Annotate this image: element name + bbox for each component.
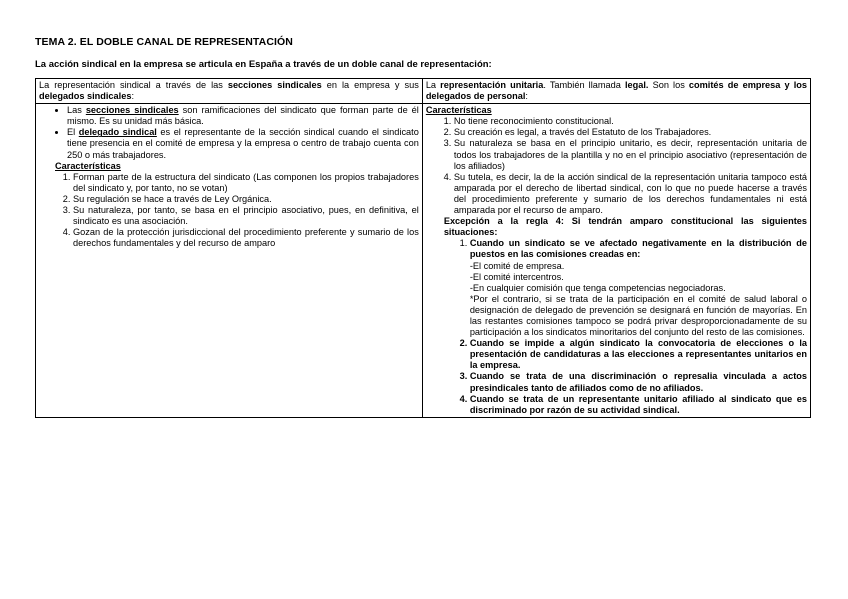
list-item [67,105,419,127]
left-header-text-end: : [131,91,134,102]
list-item: 3. Cuando se trata de una discriminación o represalia vinculada a actos presindicales tanto de afiliados como de no afiliados. [470,371,807,393]
comparison-table [35,78,811,418]
bullet-text: El [67,127,79,138]
bullet-text: Las [67,105,86,116]
right-header-text-mid2: Son los [648,80,689,90]
right-characteristics-label: Características [425,105,492,116]
list-item: 2. Su creación es legal, a través del Estatuto de los Trabajadores. [454,127,807,138]
exception-title: Excepción a la regla 4: Si tendrán amparo constitucional las siguientes situaciones: [443,216,807,238]
left-header-cell [36,79,423,104]
right-header-cell [422,79,810,104]
exception-list [426,238,807,416]
left-bullet-list [39,105,419,160]
exception-note: *Por el contrario, si se trata de la participación en el comité de salud laboral o designación de delegado de prevención se designará en función de mayorías. En las restantes comisiones tampoco se podrá privar desproporcionadamente de su participación a los sindicatos minoritarios del conjunto del resto de las comisiones. [469,293,807,338]
right-body-cell [422,104,810,418]
secciones-sindicales-term: secciones sindicales [85,105,179,116]
list-item: 4. Cuando se trata de un representante unitario afiliado al sindicato que es discriminado por razón de su actividad sindical. [470,394,807,416]
delegado-sindical-term: delegado sindical [78,127,157,138]
list-item: 2. Su regulación se hace a través de Ley Orgánica. [73,194,419,205]
left-header-bold-secciones: secciones sindicales [227,80,322,90]
list-item: 3. Su naturaleza, por tanto, se basa en el principio asociativo, pues, en definitiva, el sindicato es una asociación. [73,205,419,227]
list-item [67,127,419,160]
exception-subitem: -El comité intercentros. [469,271,564,282]
left-header-bold-delegados: delegados sindicales [39,91,132,102]
exception-subitem: -En cualquier comisión que tenga competencias negociadoras. [469,282,726,293]
page-subtitle: La acción sindical en la empresa se articula en España a través de un doble canal de representación: [35,59,492,70]
right-header-text-mid1: . También llamada [543,80,625,90]
bullet-text: son ramificaciones del sindicato que forman parte de él mismo. Es su unidad más básica. [67,105,419,127]
page-title: TEMA 2. EL DOBLE CANAL DE REPRESENTACIÓN [35,36,293,48]
right-header-bold-comites: comités de empresa y los delegados de personal [425,80,807,102]
list-item: 1. Forman parte de la estructura del sindicato (Las componen los propios trabajadores del sindicato y, por tanto, no se votan) [73,172,419,194]
right-characteristics-list [426,116,807,216]
right-header-text-end: : [525,91,528,102]
right-header-bold-legal: legal. [624,80,649,90]
list-item: 2. Cuando se impide a algún sindicato la convocatoria de elecciones o la presentación de candidaturas a las elecciones a representantes unitarios en la empresa. [470,338,807,371]
right-header-text: La [425,80,441,90]
right-header-bold-unitaria: representación unitaria [440,80,544,90]
list-item: 3. Su naturaleza se basa en el principio unitario, es decir, representación unitaria de todos los trabajadores de la plantilla y no en el principio asociativo (representación de los afiliados) [454,138,807,171]
list-item: 1. No tiene reconocimiento constitucional. [454,116,807,127]
list-item: 4. Su tutela, es decir, la de la acción sindical de la representación unitaria tampoco está amparada por el derecho de libertad sindical, con lo que no puede hacerse a través del procedimiento preferente y sumario de los derechos fundamentales ni está amparada por el recurso de amparo. [454,172,807,216]
table-header-row [36,79,811,104]
left-characteristics-label: Características [55,160,121,171]
left-characteristics-list [39,172,419,250]
list-item: 4. Gozan de la protección jurisdiccional del procedimiento preferente y sumario de los derechos fundamentales y del recurso de amparo [73,227,419,249]
left-body-cell [36,104,423,418]
list-item [470,238,807,338]
exception-subitem: -El comité de empresa. [469,260,565,271]
table-body-row [36,104,811,418]
left-header-text: La representación sindical a través de las [39,80,228,90]
left-header-text-mid: en la empresa y sus [321,80,419,90]
bullet-text: es el representante de la sección sindical cuando el sindicato tiene presencia en el comité de empresa y la empresa o centro de trabajo cuenta con 250 o más trabajadores. [67,127,419,160]
exception-item-title: Cuando un sindicato se ve afectado negativamente en la distribución de puestos en las comisiones creadas en: [469,238,807,260]
